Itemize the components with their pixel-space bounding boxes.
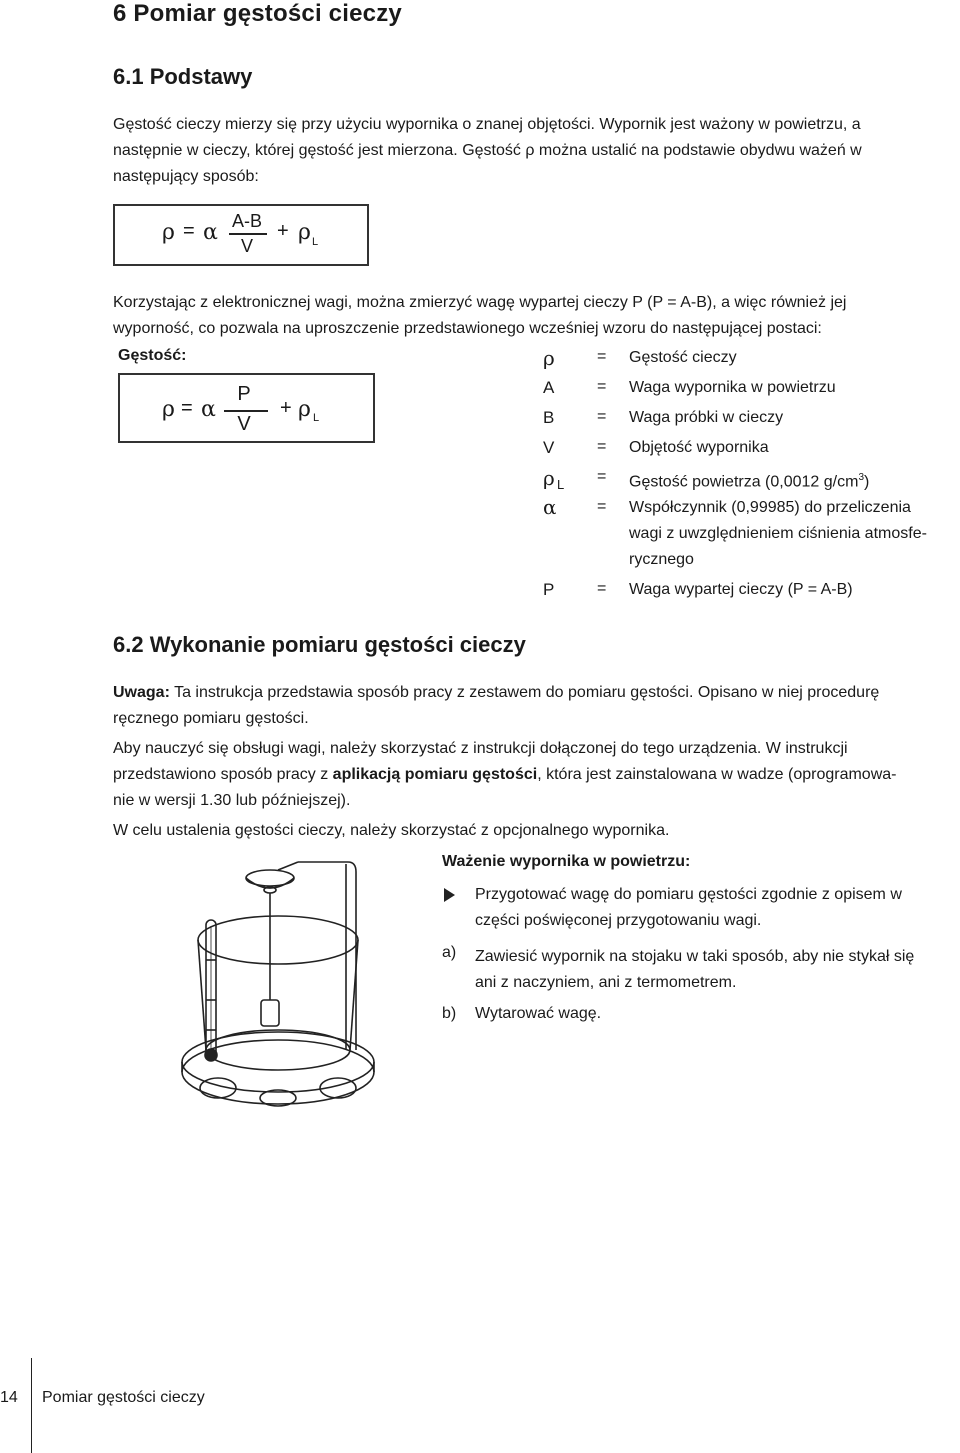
step-a: [475, 944, 914, 996]
fraction-bar: [229, 233, 267, 235]
intro-line-3: następujący sposób:: [113, 168, 259, 185]
intro-paragraph: [113, 112, 953, 190]
fraction-numerator: P: [237, 383, 251, 405]
rho-symbol: ρ: [162, 220, 175, 245]
equals-sign: =: [181, 397, 193, 419]
legend-text: Waga wypartej cieczy (P = A-B): [629, 581, 853, 598]
paragraph-3: [113, 736, 953, 814]
legend-equals: =: [597, 348, 607, 365]
play-arrow-icon: [444, 888, 455, 902]
para3-text: , która jest zainstalowana w wadze (oprogramowa-: [537, 766, 897, 783]
legend-symbol: V: [543, 438, 555, 457]
weighing-title: Ważenie wypornika w powietrzu:: [442, 853, 691, 870]
intro-line-1: Gęstość cieczy mierzy się przy użyciu wypornika o znanej objętości. Wypornik jest ważony w powietrzu, a: [113, 116, 861, 133]
legend-equals: =: [597, 438, 607, 455]
legend-text-line: rycznego: [629, 551, 694, 568]
alpha-symbol: α: [203, 220, 218, 245]
legend-symbol: P: [543, 580, 555, 599]
alpha-symbol: α: [201, 397, 216, 422]
fraction-numerator: A-B: [231, 211, 262, 231]
formula-box-1: [113, 204, 369, 266]
step-prepare: [475, 882, 902, 934]
step-line: ani z naczyniem, ani z termometrem.: [475, 974, 737, 991]
legend-superscript: 3: [858, 472, 864, 483]
para3-line-2: [113, 762, 953, 788]
density-label: Gęstość:: [118, 347, 187, 364]
footer-title: Pomiar gęstości cieczy: [42, 1389, 205, 1406]
fraction-bar: [224, 410, 268, 412]
legend-symbol: ρ: [543, 346, 555, 370]
density-kit-illustration: [178, 850, 393, 1110]
note-line-2: ręcznego pomiaru gęstości.: [113, 710, 309, 727]
step-line: Przygotować wagę do pomiaru gęstości zgodnie z opisem w: [475, 886, 902, 903]
intro-line-2: następnie w cieczy, której gęstość jest mierzona. Gęstość ρ można ustalić na podstawie obydwu ważeń w: [113, 142, 862, 159]
plus-sign: +: [280, 397, 292, 419]
rho-l-subscript: L: [312, 236, 319, 248]
rho-l-symbol: ρ: [298, 220, 311, 245]
page-number: 14: [0, 1389, 18, 1406]
legend-equals: =: [597, 498, 607, 515]
equals-sign: =: [183, 220, 195, 242]
step-b: Wytarować wagę.: [475, 1005, 602, 1022]
note-line-1: [113, 680, 953, 706]
step-line: Zawiesić wypornik na stojaku w taki sposób, aby nie stykał się: [475, 948, 915, 965]
legend-text: Waga wypornika w powietrzu: [629, 379, 836, 396]
legend-text: Gęstość cieczy: [629, 349, 737, 366]
rho-symbol: ρ: [162, 397, 175, 422]
fraction-denominator: V: [240, 236, 253, 256]
legend-symbol: B: [543, 408, 555, 427]
note-text: Ta instrukcja przedstawia sposób pracy z zestawem do pomiaru gęstości. Opisano w niej procedurę: [169, 684, 880, 701]
fraction-denominator: V: [237, 413, 251, 435]
section-heading-6-2: 6.2 Wykonanie pomiaru gęstości cieczy: [113, 632, 526, 657]
beaker-rim: [198, 916, 358, 964]
stand-frame: [298, 862, 356, 1050]
rho-l-subscript: L: [313, 412, 320, 424]
legend-text-main: Gęstość powietrza (0,0012 g/cm: [629, 473, 859, 491]
legend-text-line: Współczynnik (0,99985) do przeliczenia: [629, 499, 911, 516]
application-name: aplikacją pomiaru gęstości: [332, 766, 538, 783]
para3-line-1: Aby nauczyć się obsługi wagi, należy skorzystać z instrukcji dołączonej do tego urządzenia. W instrukcji: [113, 740, 848, 757]
legend-symbol: ρ: [543, 466, 555, 490]
rho-l-symbol: ρ: [298, 397, 311, 422]
para2-line-1: Korzystając z elektronicznej wagi, można zmierzyć wagę wypartej cieczy P (P = A-B), a więc również jej: [113, 294, 847, 311]
legend-text: [629, 465, 959, 495]
legend-text-end: ): [864, 473, 870, 491]
legend-equals: =: [597, 408, 607, 425]
para2-line-2: wyporność, co pozwala na uproszczenie przedstawionego wcześniej wzoru do następującej postaci:: [113, 320, 822, 337]
legend-equals: =: [597, 468, 607, 485]
legend-text-line: wagi z uwzględnieniem ciśnienia atmosfe-: [629, 525, 927, 542]
para3-line-3: nie w wersji 1.30 lub późniejszej).: [113, 792, 351, 809]
formula-box-2: [118, 373, 375, 443]
footer-divider: [31, 1358, 32, 1453]
legend-text: Waga próbki w cieczy: [629, 409, 784, 426]
legend-equals: =: [597, 378, 607, 395]
legend-equals: =: [597, 580, 607, 597]
note-label: Uwaga:: [113, 684, 170, 701]
note-paragraph: [113, 680, 953, 732]
legend-symbol: A: [543, 378, 555, 397]
para3-text: przedstawiono sposób pracy z: [113, 766, 333, 783]
platform: [182, 1032, 374, 1092]
legend-symbol: α: [543, 495, 557, 519]
section-heading-6-1: 6.1 Podstawy: [113, 64, 253, 89]
legend-subscript: L: [557, 477, 565, 492]
step-line: części poświęconej przygotowaniu wagi.: [475, 912, 762, 929]
legend-text: Objętość wypornika: [629, 439, 769, 456]
paragraph-2: [113, 290, 953, 342]
plus-sign: +: [277, 220, 289, 242]
page-title: 6 Pomiar gęstości cieczy: [113, 0, 402, 27]
sinker: [261, 1000, 279, 1026]
step-b-label: b): [442, 1005, 457, 1022]
step-a-label: a): [442, 944, 457, 961]
legend-text: [629, 495, 959, 573]
paragraph-4: W celu ustalenia gęstości cieczy, należy skorzystać z opcjonalnego wypornika.: [113, 822, 670, 839]
